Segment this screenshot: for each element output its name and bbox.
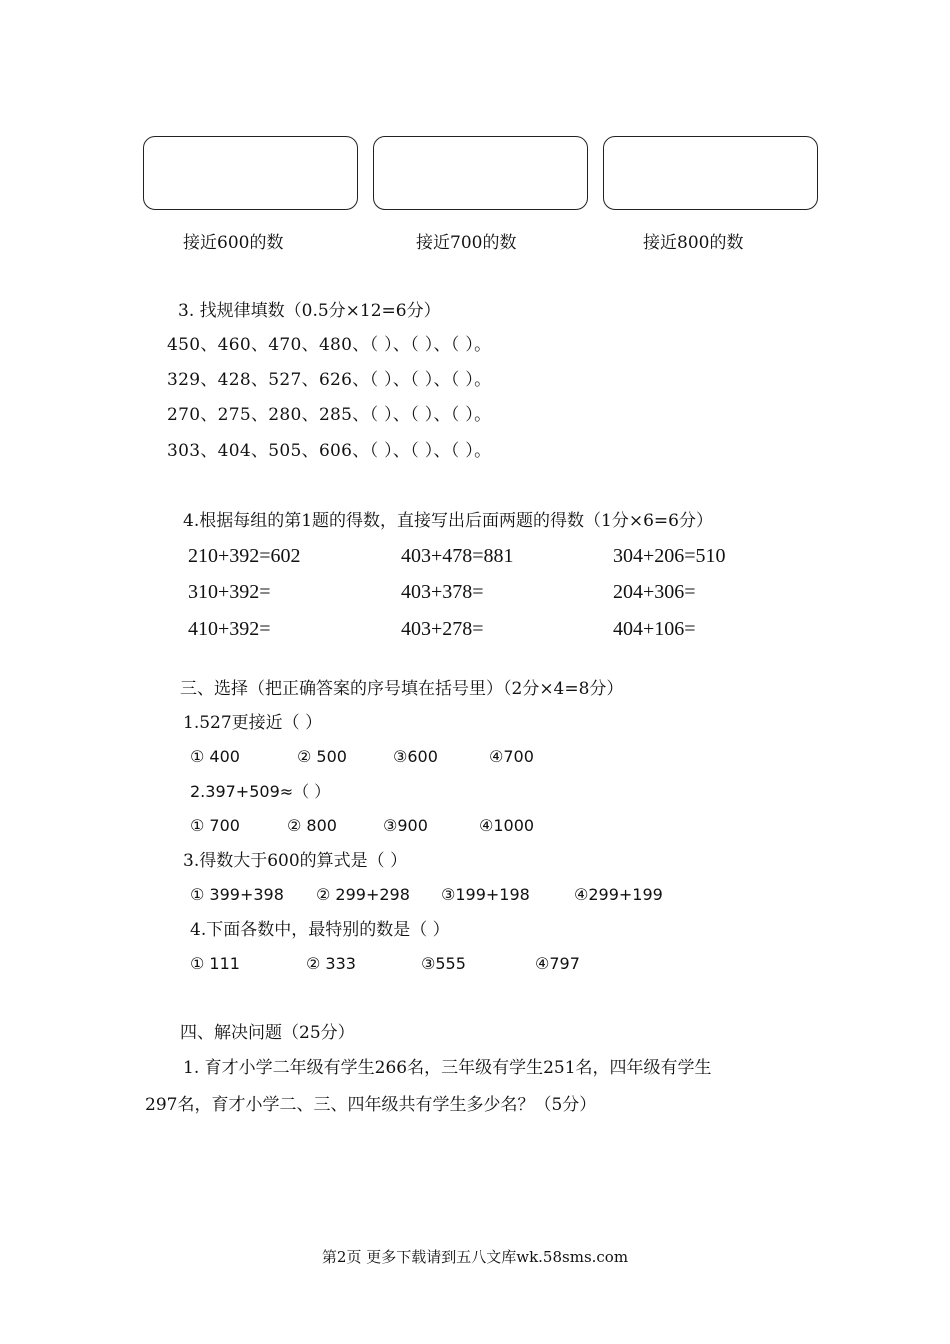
q4-title: 4.根据每组的第1题的得数，直接写出后面两题的得数（1分×6=6分） bbox=[183, 511, 713, 531]
section4-title: 四、解决问题（25分） bbox=[180, 1023, 355, 1043]
q4-eq-r3c2: 403+278= bbox=[401, 618, 484, 640]
q3-row-1: 450、460、470、480、（ ）、（ ）、（ ）。 bbox=[167, 335, 492, 355]
box-label-700: 接近700的数 bbox=[416, 233, 517, 253]
q4-eq-r3c3: 404+106= bbox=[613, 618, 696, 640]
box-label-800: 接近800的数 bbox=[643, 233, 744, 253]
q4-eq-r3c1: 410+392= bbox=[188, 618, 271, 640]
choice-q1: 1.527更接近（ ） bbox=[183, 713, 323, 733]
choice-q4-option-2: ② 333 bbox=[306, 954, 356, 973]
choice-q3-option-3: ③199+198 bbox=[441, 885, 530, 904]
q3-row-3: 270、275、280、285、（ ）、（ ）、（ ）。 bbox=[167, 405, 492, 425]
q4-eq-r2c1: 310+392= bbox=[188, 581, 271, 603]
choice-q3-option-4: ④299+199 bbox=[574, 885, 663, 904]
q4-eq-r1c2: 403+478=881 bbox=[401, 545, 514, 567]
choice-q1-option-3: ③600 bbox=[393, 747, 438, 766]
problem-1-line-2: 297名，育才小学二、三、四年级共有学生多少名？（5分） bbox=[145, 1095, 597, 1115]
problem-1-line-1: 1. 育才小学二年级有学生266名，三年级有学生251名，四年级有学生 bbox=[183, 1058, 712, 1078]
choice-q2-option-2: ② 800 bbox=[287, 816, 337, 835]
choice-q2: 2.397+509≈（ ） bbox=[190, 782, 331, 801]
choice-q4-option-3: ③555 bbox=[421, 954, 466, 973]
q4-eq-r2c3: 204+306= bbox=[613, 581, 696, 603]
choice-q3-option-1: ① 399+398 bbox=[190, 885, 284, 904]
choice-q1-option-1: ① 400 bbox=[190, 747, 240, 766]
section3-title: 三、选择（把正确答案的序号填在括号里）（2分×4=8分） bbox=[180, 679, 624, 699]
page-footer: 第2页 更多下载请到五八文库wk.58sms.com bbox=[321, 1248, 629, 1266]
answer-box-700 bbox=[373, 136, 588, 210]
choice-q1-option-2: ② 500 bbox=[297, 747, 347, 766]
q3-row-2: 329、428、527、626、（ ）、（ ）、（ ）。 bbox=[167, 370, 492, 390]
choice-q2-option-3: ③900 bbox=[383, 816, 428, 835]
choice-q4-option-1: ① 111 bbox=[190, 954, 240, 973]
q3-row-4: 303、404、505、606、（ ）、（ ）、（ ）。 bbox=[167, 441, 492, 461]
q3-title: 3. 找规律填数（0.5分×12=6分） bbox=[178, 301, 441, 321]
choice-q2-option-1: ① 700 bbox=[190, 816, 240, 835]
q4-eq-r1c1: 210+392=602 bbox=[188, 545, 301, 567]
answer-box-800 bbox=[603, 136, 818, 210]
choice-q4: 4.下面各数中，最特别的数是（ ） bbox=[190, 920, 450, 940]
choice-q3-option-2: ② 299+298 bbox=[316, 885, 410, 904]
q4-eq-r2c2: 403+378= bbox=[401, 581, 484, 603]
choice-q3: 3.得数大于600的算式是（ ） bbox=[183, 851, 408, 871]
choice-q4-option-4: ④797 bbox=[535, 954, 580, 973]
q4-eq-r1c3: 304+206=510 bbox=[613, 545, 726, 567]
choice-q2-option-4: ④1000 bbox=[479, 816, 535, 835]
box-label-600: 接近600的数 bbox=[183, 233, 284, 253]
answer-box-600 bbox=[143, 136, 358, 210]
choice-q1-option-4: ④700 bbox=[489, 747, 534, 766]
